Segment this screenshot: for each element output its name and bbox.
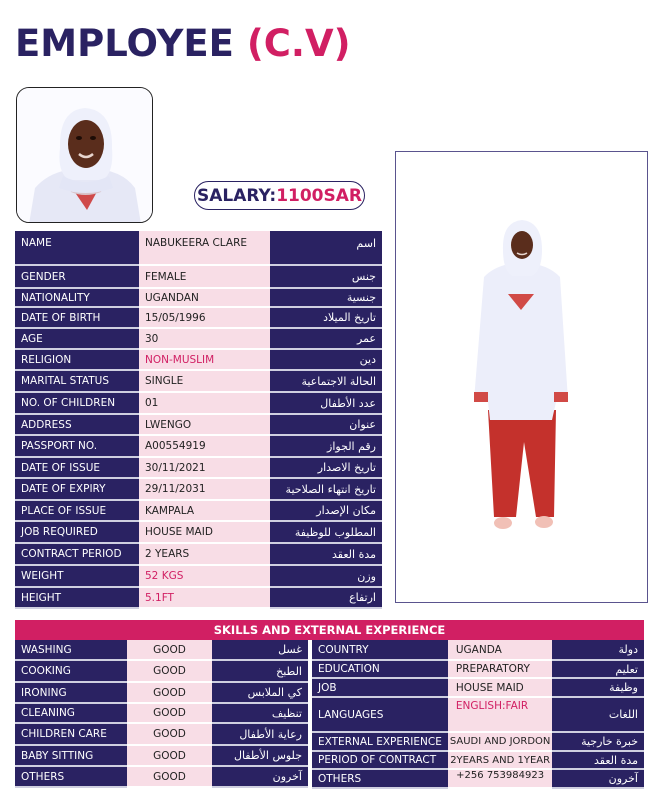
skill-arabic-label: جلوس الأطفال (212, 745, 308, 766)
table-row (15, 349, 382, 370)
experience-label: PERIOD OF CONTRACT (312, 751, 448, 769)
table-row (15, 565, 382, 587)
experience-arabic-label: تعليم (552, 660, 644, 678)
table-row (312, 751, 644, 769)
field-label: JOB REQUIRED (15, 521, 139, 543)
full-body-photo (395, 151, 648, 603)
skill-label: IRONING (15, 682, 127, 703)
table-row (312, 769, 644, 788)
experience-arabic-label: وظيفة (552, 678, 644, 697)
experience-value: ENGLISH:FAIR (448, 697, 553, 732)
field-label: AGE (15, 328, 139, 349)
skill-label: OTHERS (15, 766, 127, 787)
table-row (15, 500, 382, 521)
field-value: UGANDAN (139, 288, 270, 307)
experience-value: PREPARATORY (448, 660, 553, 678)
field-label: NATIONALITY (15, 288, 139, 307)
table-row (15, 587, 382, 608)
field-value: 5.1FT (139, 587, 270, 608)
field-arabic-label: تاريخ الميلاد (270, 307, 382, 328)
salary-value: 1100SAR (276, 185, 362, 206)
salary-label: SALARY: (197, 185, 277, 206)
skill-value: GOOD (127, 703, 212, 723)
field-label: WEIGHT (15, 565, 139, 587)
field-label: NAME (15, 231, 139, 265)
field-value: 30 (139, 328, 270, 349)
field-arabic-label: دين (270, 349, 382, 370)
experience-label: LANGUAGES (312, 697, 448, 732)
field-value: NON-MUSLIM (139, 349, 270, 370)
experience-value: +256 753984923 (448, 769, 553, 788)
field-label: CONTRACT PERIOD (15, 543, 139, 565)
skill-arabic-label: تنظيف (212, 703, 308, 723)
field-value: SINGLE (139, 370, 270, 392)
field-arabic-label: عنوان (270, 414, 382, 435)
field-label: DATE OF EXPIRY (15, 478, 139, 500)
field-arabic-label: الحالة الاجتماعية (270, 370, 382, 392)
field-value: 15/05/1996 (139, 307, 270, 328)
table-row (15, 435, 382, 457)
field-label: PASSPORT NO. (15, 435, 139, 457)
table-row (15, 414, 382, 435)
skill-value: GOOD (127, 682, 212, 703)
skills-table (15, 640, 308, 788)
table-row (15, 660, 308, 682)
skill-value: GOOD (127, 660, 212, 682)
field-arabic-label: ارتفاع (270, 587, 382, 608)
field-value: KAMPALA (139, 500, 270, 521)
experience-label: JOB (312, 678, 448, 697)
skill-label: CLEANING (15, 703, 127, 723)
title-accent: (C.V) (246, 22, 351, 65)
table-row (15, 307, 382, 328)
field-arabic-label: جنسية (270, 288, 382, 307)
field-value: 29/11/2031 (139, 478, 270, 500)
page-title (15, 22, 351, 65)
experience-arabic-label: خبرة خارجية (552, 732, 644, 751)
skill-value: GOOD (127, 640, 212, 660)
skills-banner: SKILLS AND EXTERNAL EXPERIENCE (15, 620, 644, 640)
skill-value: GOOD (127, 723, 212, 745)
experience-arabic-label: اللغات (552, 697, 644, 732)
skill-label: CHILDREN CARE (15, 723, 127, 745)
field-label: DATE OF BIRTH (15, 307, 139, 328)
table-row (15, 703, 308, 723)
experience-value: 2YEARS AND 1YEAR (448, 751, 553, 769)
field-arabic-label: تاريخ انتهاء الصلاحية (270, 478, 382, 500)
field-arabic-label: مكان الإصدار (270, 500, 382, 521)
skill-arabic-label: الطبخ (212, 660, 308, 682)
skill-arabic-label: غسل (212, 640, 308, 660)
full-body-photo-icon (396, 152, 648, 603)
field-label: PLACE OF ISSUE (15, 500, 139, 521)
table-row (15, 265, 382, 288)
field-arabic-label: مدة العقد (270, 543, 382, 565)
table-row (15, 392, 382, 414)
skill-label: BABY SITTING (15, 745, 127, 766)
field-arabic-label: عدد الأطفال (270, 392, 382, 414)
table-row (15, 682, 308, 703)
table-row (15, 457, 382, 478)
field-arabic-label: عمر (270, 328, 382, 349)
field-label: DATE OF ISSUE (15, 457, 139, 478)
skill-label: WASHING (15, 640, 127, 660)
field-value: HOUSE MAID (139, 521, 270, 543)
field-value: NABUKEERA CLARE (139, 231, 270, 265)
skill-value: GOOD (127, 766, 212, 787)
experience-arabic-label: مدة العقد (552, 751, 644, 769)
table-row (15, 745, 308, 766)
table-row (312, 697, 644, 732)
field-value: 52 KGS (139, 565, 270, 587)
field-label: ADDRESS (15, 414, 139, 435)
table-row (15, 640, 308, 660)
skill-arabic-label: رعاية الأطفال (212, 723, 308, 745)
table-row (15, 723, 308, 745)
field-arabic-label: تاريخ الاصدار (270, 457, 382, 478)
field-label: MARITAL STATUS (15, 370, 139, 392)
table-row (15, 231, 382, 265)
field-value: 01 (139, 392, 270, 414)
table-row (15, 328, 382, 349)
field-label: NO. OF CHILDREN (15, 392, 139, 414)
field-value: A00554919 (139, 435, 270, 457)
experience-label: EDUCATION (312, 660, 448, 678)
table-row (312, 660, 644, 678)
field-arabic-label: جنس (270, 265, 382, 288)
portrait-photo-icon (17, 88, 153, 223)
experience-value: SAUDI AND JORDON (448, 732, 553, 751)
headshot-photo (16, 87, 153, 223)
field-arabic-label: المطلوب للوظيفة (270, 521, 382, 543)
table-row (15, 370, 382, 392)
experience-label: EXTERNAL EXPERIENCE (312, 732, 448, 751)
field-label: GENDER (15, 265, 139, 288)
field-label: RELIGION (15, 349, 139, 370)
field-value: LWENGO (139, 414, 270, 435)
experience-label: OTHERS (312, 769, 448, 788)
field-arabic-label: وزن (270, 565, 382, 587)
experience-value: HOUSE MAID (448, 678, 553, 697)
field-arabic-label: رقم الجواز (270, 435, 382, 457)
title-main: EMPLOYEE (15, 22, 234, 65)
experience-arabic-label: آخرون (552, 769, 644, 788)
skill-label: COOKING (15, 660, 127, 682)
table-row (15, 766, 308, 787)
experience-arabic-label: دولة (552, 640, 644, 660)
field-value: 30/11/2021 (139, 457, 270, 478)
salary-badge (194, 181, 365, 210)
experience-table (312, 640, 644, 789)
table-row (15, 478, 382, 500)
field-value: FEMALE (139, 265, 270, 288)
table-row (312, 732, 644, 751)
field-label: HEIGHT (15, 587, 139, 608)
experience-label: COUNTRY (312, 640, 448, 660)
skill-arabic-label: آخرون (212, 766, 308, 787)
field-arabic-label: اسم (270, 231, 382, 265)
skill-value: GOOD (127, 745, 212, 766)
table-row (15, 543, 382, 565)
table-row (312, 640, 644, 660)
field-value: 2 YEARS (139, 543, 270, 565)
table-row (312, 678, 644, 697)
skill-arabic-label: كي الملابس (212, 682, 308, 703)
personal-info-table (15, 231, 382, 609)
experience-value: UGANDA (448, 640, 553, 660)
table-row (15, 521, 382, 543)
table-row (15, 288, 382, 307)
